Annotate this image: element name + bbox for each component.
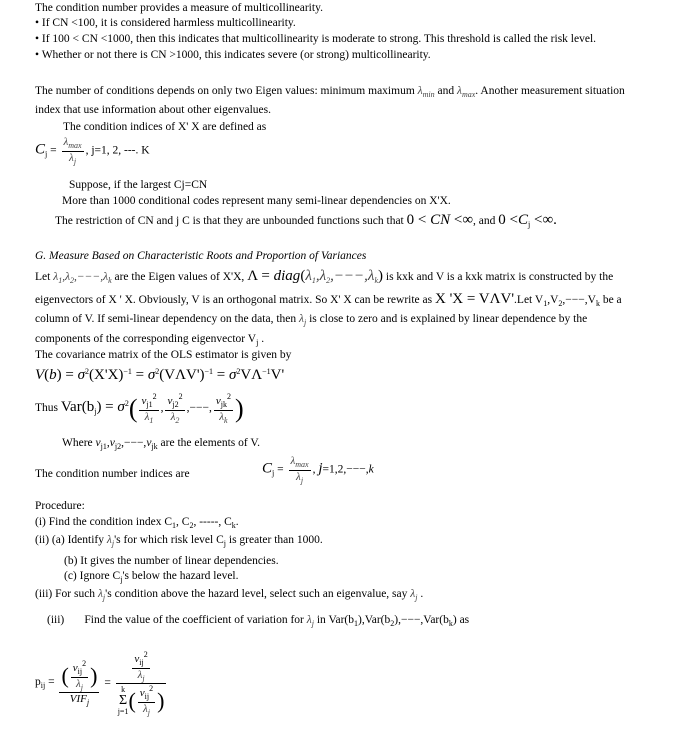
- restriction-line: The restriction of CN and j C is that they are unbounded functions such that 0 < CN <∞, and $0 <C_j$ <∞.: [55, 212, 557, 229]
- cn-indices-formula: $C_j$ = $\frac{\lambda_{max}}{\lambda_j}$ , j=1,2,−−−,k: [262, 455, 374, 485]
- cn-indices-label: The condition number indices are: [35, 468, 190, 480]
- suppose-line: Suppose, if the largest Cj=CN: [69, 179, 208, 191]
- procedure-step-iii-a: (iii) For such $\lambda_j's$ condition above the hazard level, select such an eigenvalue, say $\lambda_j$ .: [35, 588, 424, 602]
- proportion-formula: $p_{ij}$ = ( $\frac{v_{ij}^2}{\lambda_j}$ ) $VIF_j$ = $\frac{v_{ij}^2}{\lambda_j}$ k Σ j=1 ( $\frac{v_{ij}^2}{\lambda_j}$ ): [35, 650, 165, 717]
- covariance-formula: $V(b) = \sigma^2(X'X)^{-1} = \sigma^2(V\Lambda V')^{-1} = \sigma^2V\Lambda^{-1}V'$: [35, 367, 285, 383]
- procedure-step-ii-a: (ii) (a) Identify $\lambda_j's$ for which risk level $C_j$ is greater than 1000.: [35, 534, 323, 548]
- procedure-title: Procedure:: [35, 500, 85, 512]
- procedure-step-ii-b: (b) It gives the number of linear dependencies.: [64, 555, 279, 567]
- procedure-step-ii-c: (c) Ignore $C_j's$ below the hazard level.: [64, 570, 239, 584]
- condition-indices-label: The condition indices of X' X are defined as: [63, 121, 267, 133]
- procedure-step-iii-b: (iii) Find the value of the coefficient of variation for $\lambda_j$ in $Var(b_1),Var(b_2),---,Var(b_k)$ as: [47, 614, 470, 628]
- where-line: Where $v_{j1},v_{j2},---,v_{jk}$ are the elements of V.: [62, 437, 261, 451]
- condition-index-formula: $C_j$ = $\frac{\lambda_{max}}{\lambda_j}$ , j=1, 2, ---. K: [35, 136, 150, 166]
- condition-paragraph-2: index that use information about other eigenvalues.: [35, 104, 272, 116]
- eigenvectors-line: eigenvectors of X ' X. Obviously, V is an orthogonal matrix. So X' X can be rewrite as X 'X = VΛV'.Let $V_1,V_2,---,V_k$ be a: [35, 291, 622, 308]
- covariance-line: The covariance matrix of the OLS estimator is given by: [35, 349, 292, 361]
- bullet-2: • If 100 < CN <1000, then this indicates that multicollinearity is moderate to strong. This threshold is called the risk level.: [35, 33, 597, 45]
- column-line: column of V. If semi-linear dependency on the data, then $\lambda_j$ is close to zero and is explained by linear dependence by the: [35, 313, 588, 327]
- bullet-3: • Whether or not there is CN >1000, this indicates severe (or strong) multicollinearity.: [35, 49, 431, 61]
- procedure-step-i: (i) Find the condition index $C_1$, $C_2$, -----, $C_k$.: [35, 516, 239, 530]
- more-than-line: More than 1000 conditional codes represent many semi-linear dependencies on X'X.: [62, 195, 451, 207]
- section-g-heading: G. Measure Based on Characteristic Roots and Proportion of Variances: [35, 250, 367, 262]
- thus-formula: Thus $Var(b_j) = \sigma^2$( $\frac{v_{j1}^2}{\lambda_1}$ , $\frac{v_{j2}^2}{\lambda_2}$ ,−−−, $\frac{v_{jk}^2}{\lambda_k}$ ): [35, 392, 244, 425]
- bullet-1: • If CN <100, it is considered harmless multicollinearity.: [35, 17, 296, 29]
- condition-paragraph-1: The number of conditions depends on only two Eigen values: minimum maximum $\lambda_{min}$ and $\lambda_{max}$. Another measurement situation: [35, 85, 625, 99]
- components-line: components of the corresponding eigenvector $V_j$ .: [35, 333, 265, 347]
- let-line: Let $\lambda_1,\lambda_2,---,\lambda_k$ are the Eigen values of X'X, $\Lambda = diag(\lambda_1,\lambda_2,---,\lambda_k)$ is kxk and V is a kxk matrix is constructed by the: [35, 268, 614, 285]
- intro-line-1: The condition number provides a measure of multicollinearity.: [35, 2, 323, 14]
